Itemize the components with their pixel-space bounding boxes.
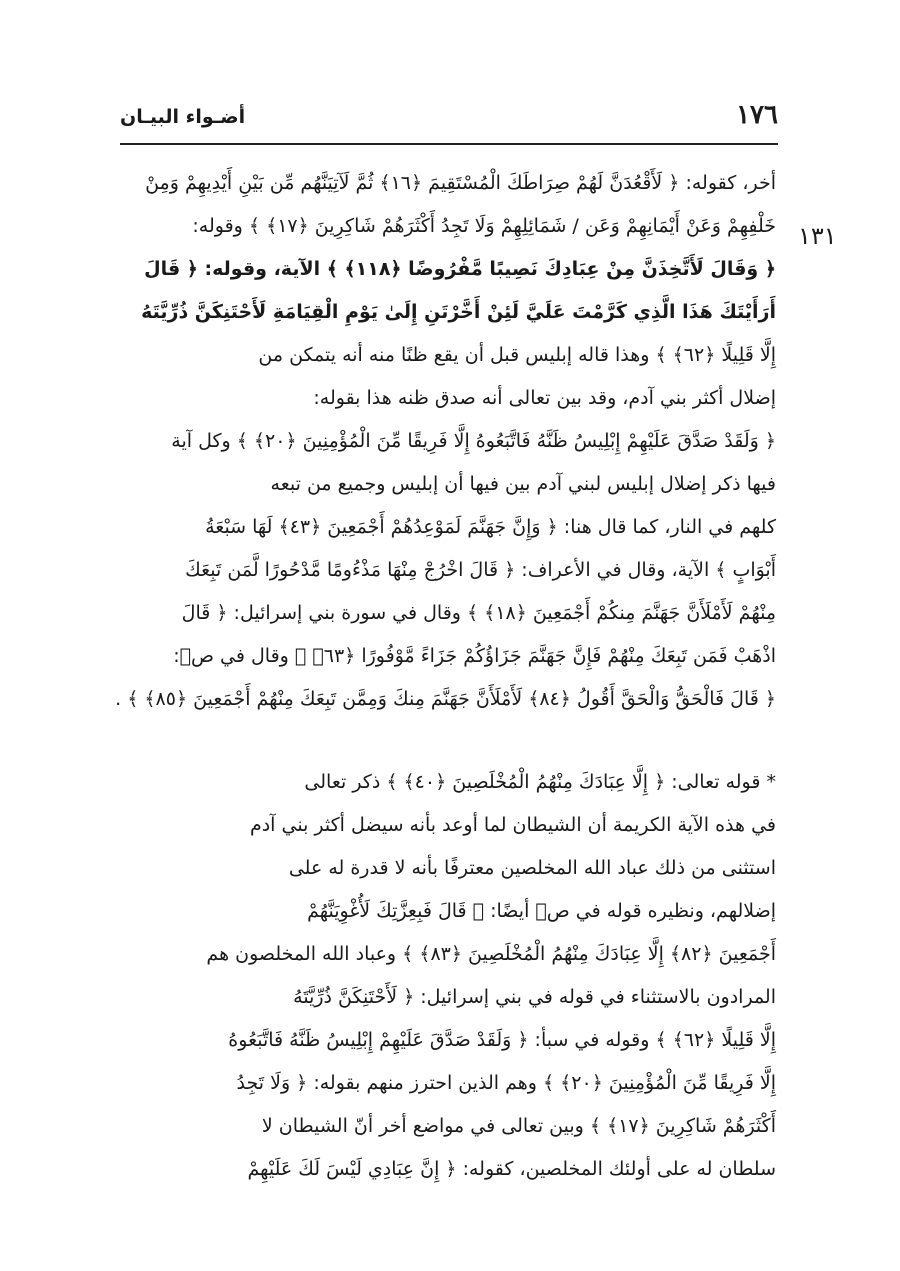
text-line: إضلال أكثر بني آدم، وقد بين تعالى أنه صدق ظنه هذا بقوله: [313, 387, 776, 409]
text-line: مِنْهُمْ لَأَمْلَأَنَّ جَهَنَّمَ مِنكُمْ أَجْمَعِينَ ﴿١٨﴾ ﴾ وقال في سورة بني إسرائيل: ﴿ قَالَ [181, 602, 776, 624]
text-line: اذْهَبْ فَمَن تَبِعَكَ مِنْهُمْ فَإِنَّ جَهَنَّمَ جَزَاؤُكُمْ جَزَاءً مَّوْفُورًا ﴿٦٣﴾ ﴾ وقال في صۤ: [173, 645, 776, 667]
text-line: إِلَّا قَلِيلًا ﴿٦٢﴾ ﴾ وقوله في سبأ: ﴿ وَلَقَدْ صَدَّقَ عَلَيْهِمْ إِبْلِيسُ ظَنَّهُ فَاتَّبَعُوهُ [228, 1029, 776, 1051]
header-divider [120, 143, 778, 145]
text-line: سلطان له على أولئك المخلصين، كقوله: ﴿ إِنَّ عِبَادِي لَيْسَ لَكَ عَلَيْهِمْ [247, 1158, 776, 1180]
page-header [120, 100, 778, 142]
text-line: استثنى من ذلك عباد الله المخلصين معترفًا بأنه لا قدرة له على [288, 857, 776, 879]
text-line: إضلالهم، ونظيره قوله في صۤ أيضًا: ﴿ قَالَ فَبِعِزَّتِكَ لَأُغْوِيَنَّهُمْ [307, 900, 776, 922]
text-line: فيها ذكر إضلال إبليس لبني آدم بين فيها أن إبليس وجميع من تبعه [270, 473, 776, 495]
text-line: ﴿ وَقَالَ لَأَتَّخِذَنَّ مِنْ عِبَادِكَ نَصِيبًا مَّفْرُوضًا ﴿١١٨﴾ ﴾ الآية، وقوله: ﴿ قَالَ [144, 258, 776, 280]
text-line: خَلْفِهِمْ وَعَنْ أَيْمَانِهِمْ وَعَن / شَمَائِلِهِمْ وَلَا تَجِدُ أَكْثَرَهُمْ شَاكِرِينَ ﴿١٧﴾ ﴾ وقوله: [192, 215, 776, 237]
margin-page-reference: ١٣١ [798, 222, 837, 250]
text-line: المرادون بالاستثناء في قوله في بني إسرائيل: ﴿ لَأَحْتَنِكَنَّ ذُرِّيَّتَهُ [293, 986, 776, 1008]
text-line: كلهم في النار، كما قال هنا: ﴿ وَإِنَّ جَهَنَّمَ لَمَوْعِدُهُمْ أَجْمَعِينَ ﴿٤٣﴾ لَهَا سَبْعَةُ [205, 516, 776, 538]
body-text [115, 162, 776, 1191]
text-line: أَكْثَرَهُمْ شَاكِرِينَ ﴿١٧﴾ ﴾ وبين تعالى في مواضع أخر أنّ الشيطان لا [261, 1115, 776, 1137]
page-number: ١٧٦ [736, 100, 778, 130]
text-line: أَبْوَابٍ ﴾ الآية، وقال في الأعراف: ﴿ قَالَ اخْرُجْ مِنْهَا مَذْءُومًا مَّدْحُورًا لَّمَن تَبِعَكَ [185, 559, 776, 581]
text-line: أَجْمَعِينَ ﴿٨٢﴾ إِلَّا عِبَادَكَ مِنْهُمُ الْمُخْلَصِينَ ﴿٨٣﴾ ﴾ وعباد الله المخلصون هم [206, 943, 776, 965]
text-line: أخر، كقوله: ﴿ لَأَقْعُدَنَّ لَهُمْ صِرَاطَكَ الْمُسْتَقِيمَ ﴿١٦﴾ ثُمَّ لَآتِيَنَّهُم مِّن بَيْنِ أَيْدِيهِمْ وَمِنْ [145, 172, 776, 194]
text-line: إِلَّا فَرِيقًا مِّنَ الْمُؤْمِنِينَ ﴿٢٠﴾ ﴾ وهم الذين احترز منهم بقوله: ﴿ وَلَا تَجِدُ [236, 1072, 776, 1094]
text-line: ﴿ قَالَ فَالْحَقُّ وَالْحَقَّ أَقُولُ ﴿٨٤﴾ لَأَمْلَأَنَّ جَهَنَّمَ مِنكَ وَمِمَّن تَبِعَكَ مِنْهُمْ أَجْمَعِينَ ﴿٨٥﴾ ﴾ . [115, 688, 776, 710]
text-line: * قوله تعالى: ﴿ إِلَّا عِبَادَكَ مِنْهُمُ الْمُخْلَصِينَ ﴿٤٠﴾ ﴾ ذكر تعالى [304, 771, 776, 793]
text-line: إِلَّا قَلِيلًا ﴿٦٢﴾ ﴾ وهذا قاله إبليس قبل أن يقع ظنًا منه أنه يتمكن من [258, 344, 776, 366]
section-gap [122, 721, 776, 761]
text-line: ﴿ وَلَقَدْ صَدَّقَ عَلَيْهِمْ إِبْلِيسُ ظَنَّهُ فَاتَّبَعُوهُ إِلَّا فَرِيقًا مِّنَ الْمُؤْمِنِينَ ﴿٢٠﴾ ﴾ وكل آية [171, 430, 776, 452]
book-title: أضـواء البيـان [120, 106, 246, 128]
text-line: أَرَأَيْتَكَ هَذَا الَّذِي كَرَّمْتَ عَلَيَّ لَئِنْ أَخَّرْتَنِ إِلَىٰ يَوْمِ الْقِيَامَةِ لَأَحْتَنِكَنَّ ذُرِّيَّتَهُ [141, 301, 776, 323]
text-line: في هذه الآية الكريمة أن الشيطان لما أوعد بأنه سيضل أكثر بني آدم [249, 814, 776, 836]
